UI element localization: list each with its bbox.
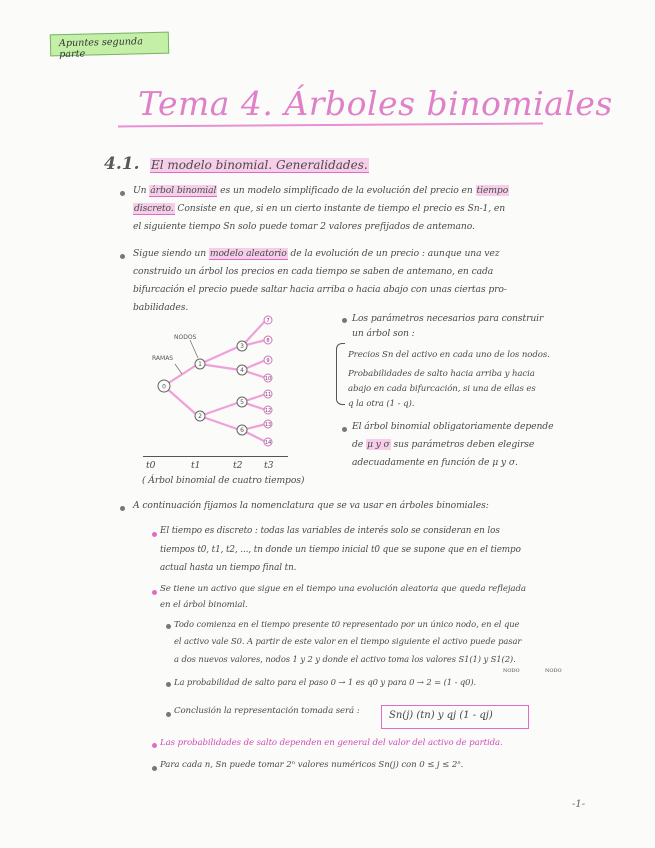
- nom-b1-line3: actual hasta un tiempo final tn.: [160, 563, 297, 573]
- nom-s1-line1: Todo comienza en el tiempo presente t0 representado por un único nodo, en el que: [174, 619, 520, 629]
- nom-b2-line1: Se tiene un activo que sigue en el tiempo una evolución aleatoria que queda reflejada: [160, 584, 526, 594]
- p2-line1: Sigue siendo un modelo aleatorio de la evolución de un precio : aunque una vez: [133, 248, 500, 259]
- term-mu-sigma: μ y σ: [366, 439, 390, 450]
- nodo-label: NODO: [545, 668, 562, 674]
- tree-node-label: 3: [240, 343, 244, 350]
- nom-b1-line2: tiempos t0, t1, t2, ..., tn donde un tiempo inicial t0 que se supone que en el tiempo: [160, 545, 521, 555]
- tree-leaf-label: 10: [264, 376, 272, 382]
- time-axis: [143, 456, 288, 458]
- section-number: 4.1.: [104, 154, 140, 174]
- tree-leaf-label: 14: [264, 440, 272, 446]
- time-t0: t0: [146, 460, 156, 471]
- term-arbol-binomial: árbol binomial: [150, 185, 217, 196]
- p1-line3: el siguiente tiempo Sn solo puede tomar 2 valores prefijados de antemano.: [133, 221, 475, 232]
- time-t1: t1: [191, 460, 201, 471]
- params-intro-line1: Los parámetros necesarios para construir: [352, 313, 544, 324]
- params-item1: Precios Sn del activo en cada uno de los nodos.: [348, 350, 550, 360]
- tree-leaf-label: 9: [266, 358, 270, 364]
- nodos-pointer: [190, 340, 198, 358]
- tree-leaf-label: 7: [266, 318, 270, 324]
- term-modelo-aleatorio: modelo aleatorio: [209, 248, 287, 259]
- tree-node-label: 1: [198, 361, 202, 368]
- p1-line1: Un árbol binomial es un modelo simplificado de la evolución del precio en tiempo: [133, 185, 509, 196]
- tree-leaf-label: 11: [264, 392, 272, 398]
- sticky-note: [50, 32, 169, 61]
- p2-line2: construido un árbol los precios en cada tiempo se saben de antemano, en cada: [133, 266, 494, 277]
- time-t3: t3: [264, 460, 274, 471]
- tree-leaf-label: 12: [264, 408, 272, 414]
- nom-s1-line2: el activo vale S0. A partir de este valor en el tiempo siguiente el activo puede pasar: [174, 636, 522, 646]
- tree-node-label: 4: [240, 367, 244, 374]
- section-title-text: El modelo binomial. Generalidades.: [151, 158, 368, 172]
- page-number: -1-: [572, 799, 586, 810]
- params-item2-line2: abajo en cada bifurcación, si una de ellas es: [348, 384, 536, 394]
- tree-leaf-label: 8: [266, 338, 270, 344]
- formula: Sn(j) (tn) y qj (1 - qj): [389, 710, 493, 721]
- nom-b1-line1: El tiempo es discreto : todas las variables de interés solo se consideran en los: [160, 526, 500, 536]
- p2-line4: babilidades.: [133, 302, 189, 313]
- title-underline: [118, 123, 543, 128]
- p2-line3: bifurcación el precio puede saltar hacia arriba o hacia abajo con unas ciertas pro-: [133, 284, 507, 295]
- tree-node-label: 6: [240, 427, 244, 434]
- nom-s3: Conclusión la representación tomada será :: [174, 706, 360, 716]
- bullet: [152, 766, 157, 771]
- ramas-pointer: [175, 364, 182, 374]
- bullet: [166, 624, 171, 629]
- params-note-line3: adecuadamente en función de μ y σ.: [352, 457, 518, 468]
- term-tiempo: tiempo: [476, 185, 509, 196]
- tree-node-label: 5: [240, 399, 244, 406]
- bullet: [342, 318, 347, 323]
- bullet: [166, 712, 171, 717]
- bullet: [342, 427, 347, 432]
- bullet: [152, 743, 157, 748]
- params-note-line1: El árbol binomial obligatoriamente depende: [352, 421, 554, 432]
- nom-p2: Para cada n, Sn puede tomar 2ⁿ valores numéricos Sn(j) con 0 ≤ j ≤ 2ⁿ.: [160, 760, 464, 770]
- bullet: [120, 191, 125, 196]
- tree-leaf-label: 13: [264, 422, 272, 428]
- params-note-line2: de μ y σ sus parámetros deben elegirse: [352, 439, 535, 450]
- formula-box: [381, 705, 529, 729]
- params-item2-line3: q la otra (1 - q).: [348, 399, 415, 409]
- nom-b2-line2: en el árbol binomial.: [160, 600, 248, 610]
- nomenclature-intro: A continuación fijamos la nomenclatura que se va usar en árboles binomiales:: [133, 500, 489, 511]
- nom-p1: Las probabilidades de salto dependen en general del valor del activo de partida.: [160, 738, 503, 748]
- brace: [336, 343, 345, 405]
- tree-node-label: 2: [198, 413, 202, 420]
- bullet: [120, 254, 125, 259]
- section-title: [150, 158, 369, 172]
- bullet: [152, 532, 157, 537]
- p1-line2: discreto. Consiste en que, si en un cierto instante de tiempo el precio es Sn-1, en: [134, 203, 506, 214]
- tree-node-label: 0: [162, 383, 166, 391]
- tree-caption: ( Árbol binomial de cuatro tiempos): [142, 475, 305, 486]
- nom-s2: La probabilidad de salto para el paso 0 → 1 es q0 y para 0 → 2 = (1 - q0).: [174, 677, 477, 687]
- bullet: [166, 682, 171, 687]
- term-discreto: discreto.: [134, 203, 174, 214]
- time-t2: t2: [233, 460, 243, 471]
- sticky-note-text: Apuntes segunda parte: [58, 36, 143, 61]
- binomial-tree-diagram: [140, 302, 300, 462]
- params-item2-line1: Probabilidades de salto hacia arriba y hacia: [348, 369, 535, 379]
- bullet: [120, 506, 125, 511]
- nom-s1-line3: a dos nuevos valores, nodos 1 y 2 y donde el activo toma los valores S1(1) y S1(2).: [174, 654, 516, 664]
- bullet: [152, 590, 157, 595]
- tree-label-nodos: NODOS: [174, 334, 197, 341]
- nodo-label: NODO: [503, 668, 520, 674]
- page-title: Tema 4. Árboles binomiales: [138, 84, 613, 123]
- tree-label-ramas: RAMAS: [152, 355, 174, 362]
- params-intro-line2: un árbol son :: [352, 328, 415, 339]
